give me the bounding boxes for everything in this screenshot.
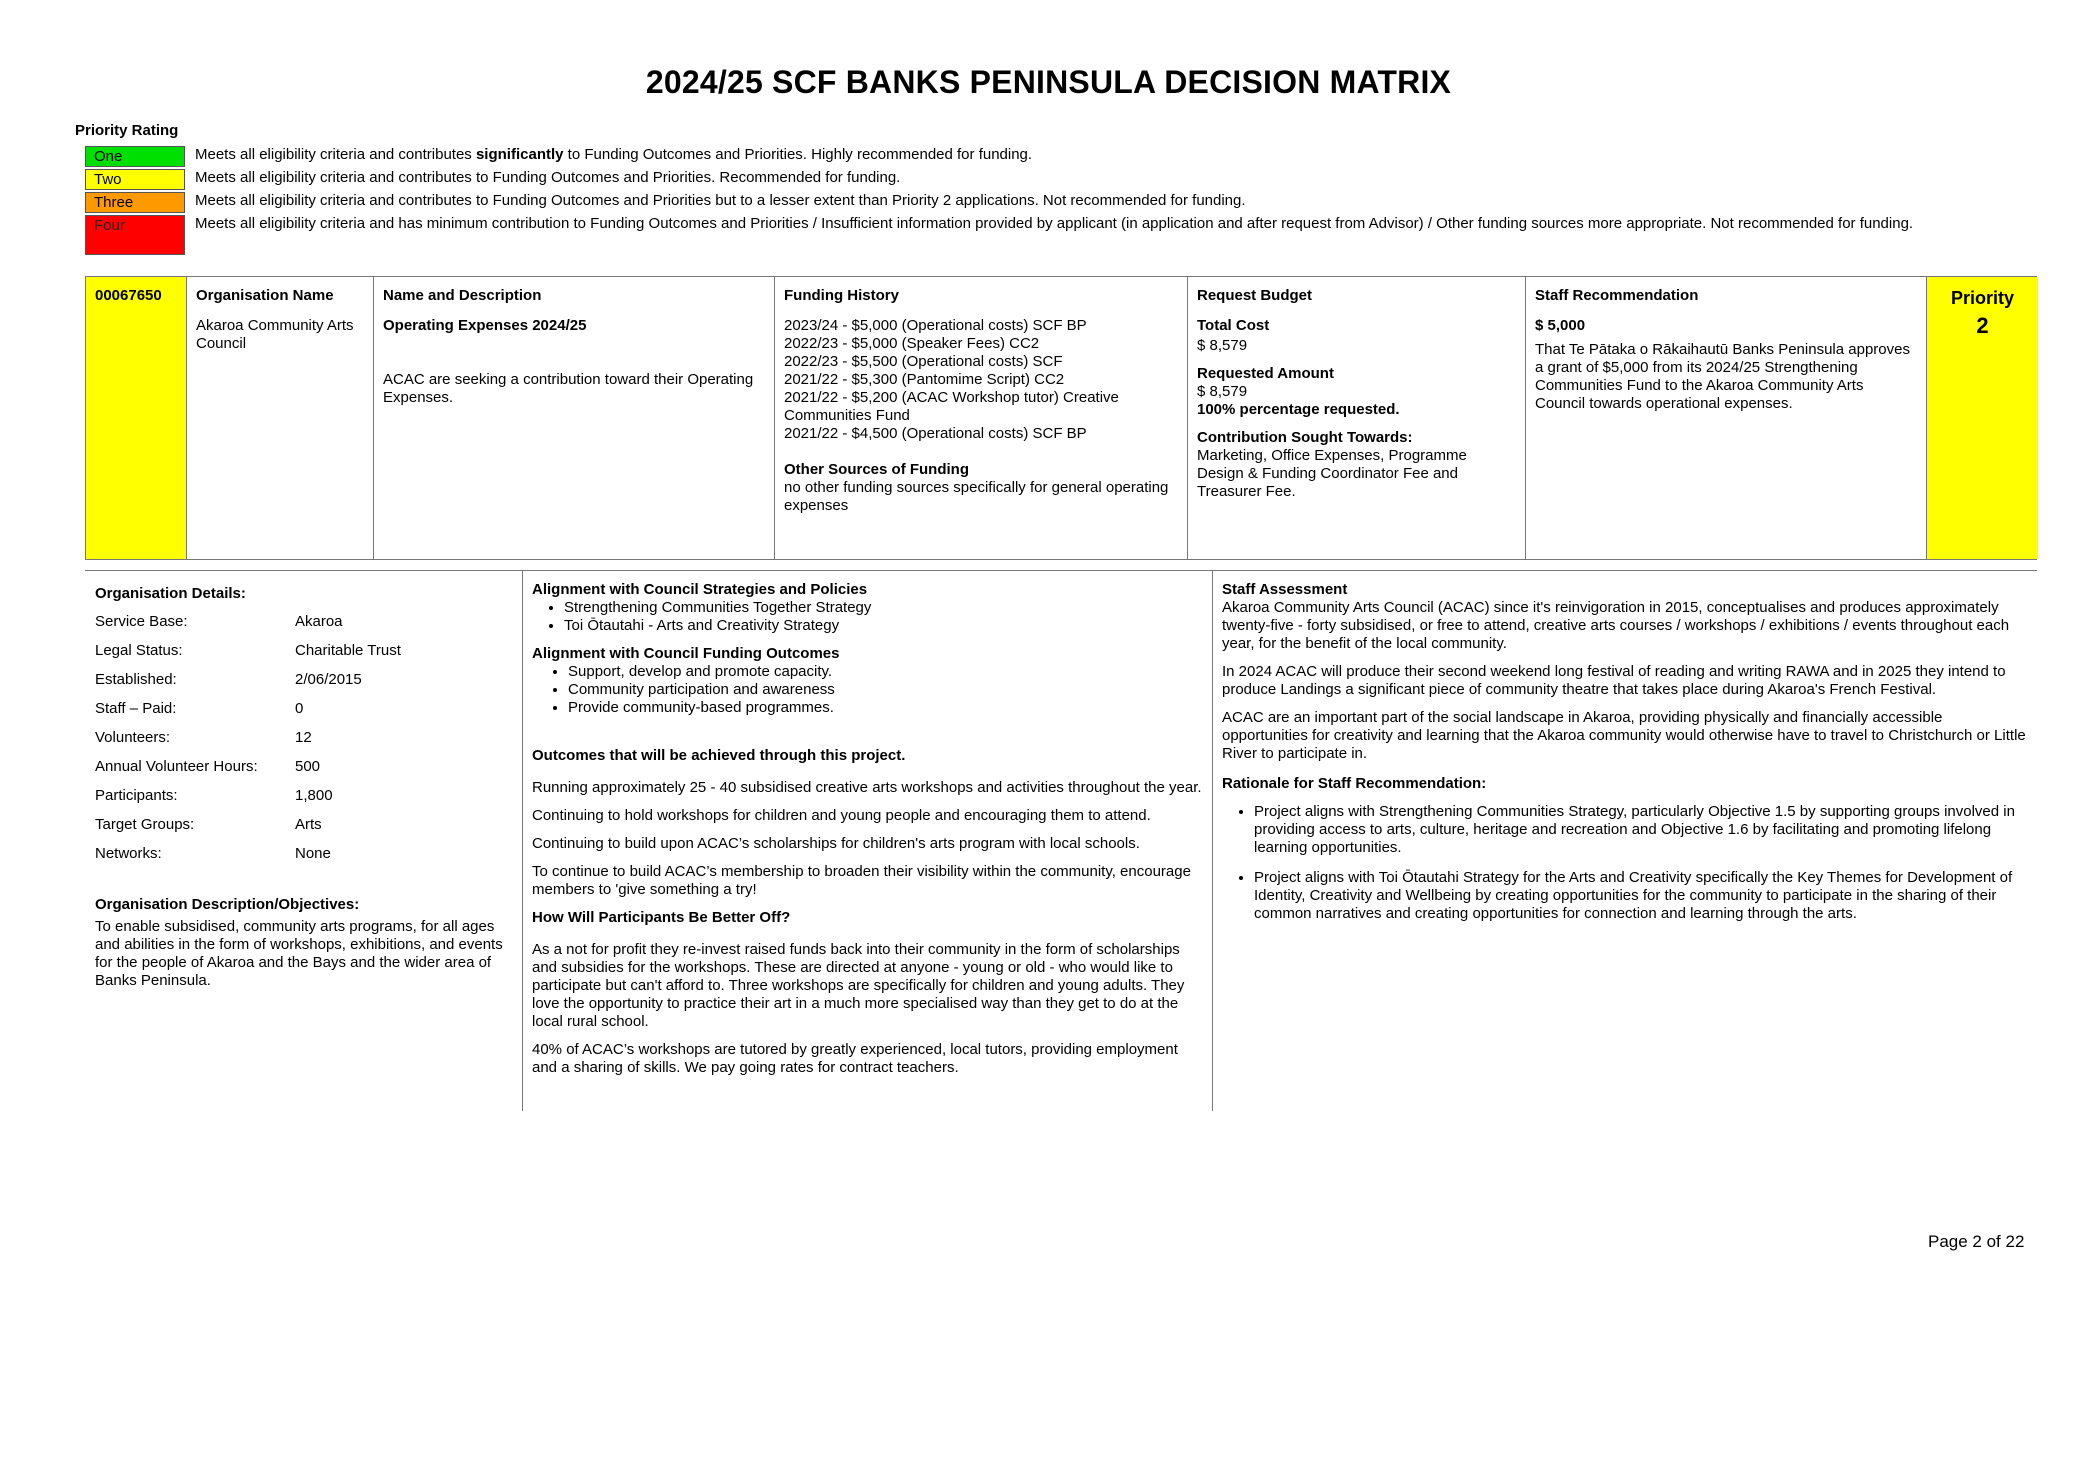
priority-value: 2 [1976, 313, 1989, 338]
staff-assessment-column [1213, 571, 2037, 1111]
request-budget-header: Request Budget [1197, 287, 1313, 304]
total-cost-value: $ 8,579 [1197, 337, 1248, 354]
detail-row: Participants: 1,800 [95, 787, 333, 804]
org-details-column [85, 571, 523, 1111]
priority-desc-three: Meets all eligibility criteria and contributes to Funding Outcomes and Priorities but to a lesser extent than Priority 2 applications. Not recommended for funding. [195, 192, 1246, 209]
funding-history-item: 2022/23 - $5,000 (Speaker Fees) CC2 [784, 335, 1040, 352]
page-number: Page 2 of 22 [1928, 1232, 2025, 1251]
page-title: 2024/25 SCF BANKS PENINSULA DECISION MATRIX [645, 64, 1452, 100]
achieved-item: To continue to build ACAC’s membership to broaden their visibility within the community, encourage members to 'give something a try! [532, 863, 1191, 898]
priority-swatch-three: Three [85, 192, 185, 213]
staff-assessment-header: Staff Assessment [1222, 581, 1348, 598]
detail-row: Volunteers: 12 [95, 729, 312, 746]
detail-row: Legal Status: Charitable Trust [95, 642, 401, 659]
alignment-column [523, 571, 1213, 1111]
contribution-value: Marketing, Office Expenses, Programme Design & Funding Coordinator Fee and Treasurer Fee. [1197, 447, 1467, 500]
details-section [85, 570, 2037, 1111]
better-off-header: How Will Participants Be Better Off? [532, 909, 791, 926]
list-item: • Support, develop and promote capacity. [568, 663, 1203, 681]
percent-requested: 100% percentage requested. [1197, 401, 1400, 418]
priority-desc-two: Meets all eligibility criteria and contributes to Funding Outcomes and Priorities. Recommended for funding. [195, 169, 901, 186]
achieved-header: Outcomes that will be achieved through this project. [532, 747, 906, 764]
priority-rating-label: Priority Rating [75, 122, 179, 139]
staff-recommendation-amount: $ 5,000 [1535, 317, 1586, 334]
other-sources-header: Other Sources of Funding [784, 461, 970, 478]
org-name: Akaroa Community Arts Council [196, 317, 354, 352]
priority-swatch-two: Two [85, 169, 185, 190]
funding-history-item: 2023/24 - $5,000 (Operational costs) SCF BP [784, 317, 1087, 334]
assessment-para: ACAC are an important part of the social landscape in Akaroa, providing physically and financially accessible opportunities for creativity and learning that the Akaroa community would otherwise have to travel to Christchurch or Little River to participate in. [1222, 709, 2026, 762]
achieved-item: Continuing to build upon ACAC’s scholarships for children's arts program with local schools. [532, 835, 1140, 852]
total-cost-label: Total Cost [1197, 317, 1270, 334]
priority-header: Priority [1950, 288, 2015, 308]
list-item: • Provide community-based programmes. [568, 699, 1203, 717]
strategies-header: Alignment with Council Strategies and Policies [532, 581, 868, 598]
list-item: • Project aligns with Toi Ōtautahi Strategy for the Arts and Creativity specifically the Key Themes for Development of Identity, Creativity and Wellbeing by creating opportunities for the community to participate in the sharing of their common narratives and creating opportunities for connection and learning through the arts. [1254, 869, 2028, 923]
priority-cell [1927, 277, 2038, 559]
list-item: • Strengthening Communities Together Strategy [564, 599, 1203, 617]
other-sources: no other funding sources specifically for general operating expenses [784, 479, 1169, 514]
list-item: • Project aligns with Strengthening Communities Strategy, particularly Objective 1.5 by supporting groups involved in providing access to arts, culture, heritage and recreation and Objective 1.6 by facilitating and promoting lifelong learning opportunities. [1254, 803, 2028, 857]
project-description: ACAC are seeking a contribution toward their Operating Expenses. [383, 371, 754, 406]
funding-history-item: 2022/23 - $5,500 (Operational costs) SCF [784, 353, 1063, 370]
funding-history-item: 2021/22 - $5,200 (ACAC Workshop tutor) Creative Communities Fund [784, 389, 1119, 424]
priority-desc-one: Meets all eligibility criteria and contributes significantly to Funding Outcomes and Priorities. Highly recommended for funding. [195, 146, 1033, 163]
rationale-header: Rationale for Staff Recommendation: [1222, 775, 1487, 792]
detail-row: Service Base: Akaroa [95, 613, 343, 630]
org-details-header: Organisation Details: [95, 585, 246, 602]
org-description-header: Organisation Description/Objectives: [95, 896, 360, 913]
list-item: • Community participation and awareness [568, 681, 1203, 699]
better-off-para: 40% of ACAC’s workshops are tutored by greatly experienced, local tutors, providing employment and a sharing of skills. We pay going rates for contract teachers. [532, 1041, 1178, 1076]
funding-history-cell [775, 277, 1188, 559]
priority-row-one [85, 146, 1033, 167]
requested-amount-value: $ 8,579 [1197, 383, 1248, 400]
achieved-item: Running approximately 25 - 40 subsidised creative arts workshops and activities throughout the year. [532, 779, 1202, 796]
rationale-list [1222, 803, 2028, 923]
priority-row-three [85, 192, 1246, 213]
detail-row: Annual Volunteer Hours: 500 [95, 758, 321, 775]
priority-row-two [85, 169, 901, 190]
detail-row: Target Groups: Arts [95, 816, 322, 833]
funding-history-header: Funding History [784, 287, 899, 304]
staff-recommendation-text: That Te Pātaka o Rākaihautū Banks Peninsula approves a grant of $5,000 from its 2024/25 Strengthening Communities Fund to the Akaroa Community Arts Council towards operational expenses. [1535, 341, 1910, 412]
list-item: • Toi Ōtautahi - Arts and Creativity Strategy [564, 617, 1203, 635]
requested-amount-label: Requested Amount [1197, 365, 1334, 382]
name-description-cell [374, 277, 775, 559]
funding-outcomes-list [532, 663, 1203, 717]
priority-swatch-one: One [85, 146, 185, 167]
application-id: 00067650 [95, 287, 162, 304]
detail-row: Networks: None [95, 845, 331, 862]
staff-recommendation-header: Staff Recommendation [1535, 287, 1699, 304]
assessment-para: In 2024 ACAC will produce their second weekend long festival of reading and writing RAWA and in 2025 they intend to produce Landings a significant piece of community theatre that takes place during Akaroa's French Festival. [1222, 663, 2006, 698]
priority-desc-four: Meets all eligibility criteria and has minimum contribution to Funding Outcomes and Priorities / Insufficient information provided by applicant (in application and after request from Advisor) / Other funding sources more appropriate. Not recommended for funding. [195, 215, 1914, 232]
funding-history-item: 2021/22 - $5,300 (Pantomime Script) CC2 [784, 371, 1065, 388]
strategies-list [532, 599, 1203, 635]
funding-outcomes-header: Alignment with Council Funding Outcomes [532, 645, 840, 662]
funding-history-item: 2021/22 - $4,500 (Operational costs) SCF BP [784, 425, 1087, 442]
achieved-item: Continuing to hold workshops for children and young people and encouraging them to attend. [532, 807, 1151, 824]
org-description: To enable subsidised, community arts programs, for all ages and abilities in the form of workshops, exhibitions, and events for the people of Akaroa and the Bays and the wider area of Banks Peninsula. [95, 918, 503, 989]
better-off-para: As a not for profit they re-invest raised funds back into their community in the form of scholarships and subsidies for the workshops. These are directed at anyone - young or old - who would like to participate but can't afford to. Three workshops are specifically for children and young adults. They love the opportunity to practice their art in a much more specialised way than they get to do at the local rural school. [532, 941, 1185, 1030]
priority-row-four [85, 215, 1914, 236]
contribution-label: Contribution Sought Towards: [1197, 429, 1413, 446]
detail-row: Established: 2/06/2015 [95, 671, 362, 688]
staff-recommendation-cell [1526, 277, 1927, 559]
project-name: Operating Expenses 2024/25 [383, 317, 587, 334]
application-id-cell [86, 277, 187, 559]
detail-row: Staff – Paid: 0 [95, 700, 304, 717]
priority-swatch-four: Four [85, 215, 185, 255]
assessment-para: Akaroa Community Arts Council (ACAC) since it's reinvigoration in 2015, conceptualises and produces approximately twenty-five - forty subsidised, or free to attend, creative arts courses / workshops / exhibitions / events throughout each year, for the benefit of the local community. [1222, 599, 2010, 652]
name-description-header: Name and Description [383, 287, 542, 304]
application-summary-table [85, 276, 2037, 560]
request-budget-cell [1188, 277, 1526, 559]
org-name-cell [187, 277, 374, 559]
org-name-header: Organisation Name [196, 287, 334, 304]
funding-history-list [784, 317, 1178, 443]
